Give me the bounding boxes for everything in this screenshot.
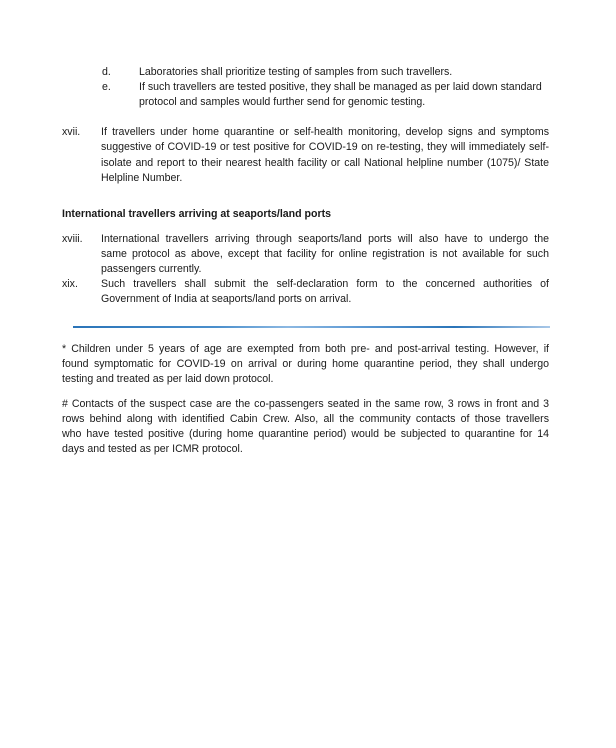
list-marker-xviii: xviii. [62, 233, 83, 245]
list-item-xviii-line-2: same protocol as above, except that facility for online registration is not available for such [101, 248, 549, 260]
footnote-children-line-3: testing and treated as per laid down protocol. [62, 373, 274, 385]
section-heading: International travellers arriving at seaports/land ports [62, 208, 332, 220]
list-item-xix-line-2: Government of India at seaports/land ports on arrival. [101, 293, 352, 305]
footnote-separator [73, 326, 550, 328]
footnote-children-line-2: found symptomatic for COVID-19 on arrival or during home quarantine period, they shall undergo [62, 358, 549, 370]
footnote-contacts-line-2: rows behind along with identified Cabin Crew. Also, all the community contacts of those travellers [62, 413, 549, 425]
list-item-xviii-line-3: passengers currently. [101, 263, 202, 275]
list-item-xviii-line-1: International travellers arriving through seaports/land ports will also have to undergo the [101, 233, 549, 245]
list-item-e-line-1: If such travellers are tested positive, they shall be managed as per laid down standard [139, 81, 542, 93]
list-marker-xvii: xvii. [62, 126, 81, 138]
footnote-contacts-line-4: days and tested as per ICMR protocol. [62, 443, 243, 455]
list-marker-xix: xix. [62, 278, 78, 290]
list-item-d-text: Laboratories shall prioritize testing of samples from such travellers. [139, 66, 453, 78]
list-item-xvii-line-4: Helpline Number. [101, 172, 183, 184]
list-item-xvii-line-1: If travellers under home quarantine or self-health monitoring, develop signs and symptoms [101, 126, 549, 138]
list-marker-e: e. [102, 81, 111, 93]
list-item-xvii-line-3: isolate and report to their nearest health facility or call National helpline number (1075)/ State [101, 157, 549, 169]
list-item-e-line-2: protocol and samples would further send for genomic testing. [139, 96, 426, 108]
footnote-contacts-line-1: # Contacts of the suspect case are the co-passengers seated in the same row, 3 rows in front and 3 [62, 398, 549, 410]
list-marker-d: d. [102, 66, 111, 78]
list-item-xix-line-1: Such travellers shall submit the self-declaration form to the concerned authorities of [101, 278, 549, 290]
list-item-xvii-line-2: suggestive of COVID-19 or test positive for COVID-19 on re-testing, they will immediately self- [101, 141, 549, 153]
footnote-contacts-line-3: who have tested positive (during home quarantine period) would be subjected to quarantine for 14 [62, 428, 549, 440]
footnote-children-line-1: * Children under 5 years of age are exempted from both pre- and post-arrival testing. However, if [62, 343, 549, 355]
